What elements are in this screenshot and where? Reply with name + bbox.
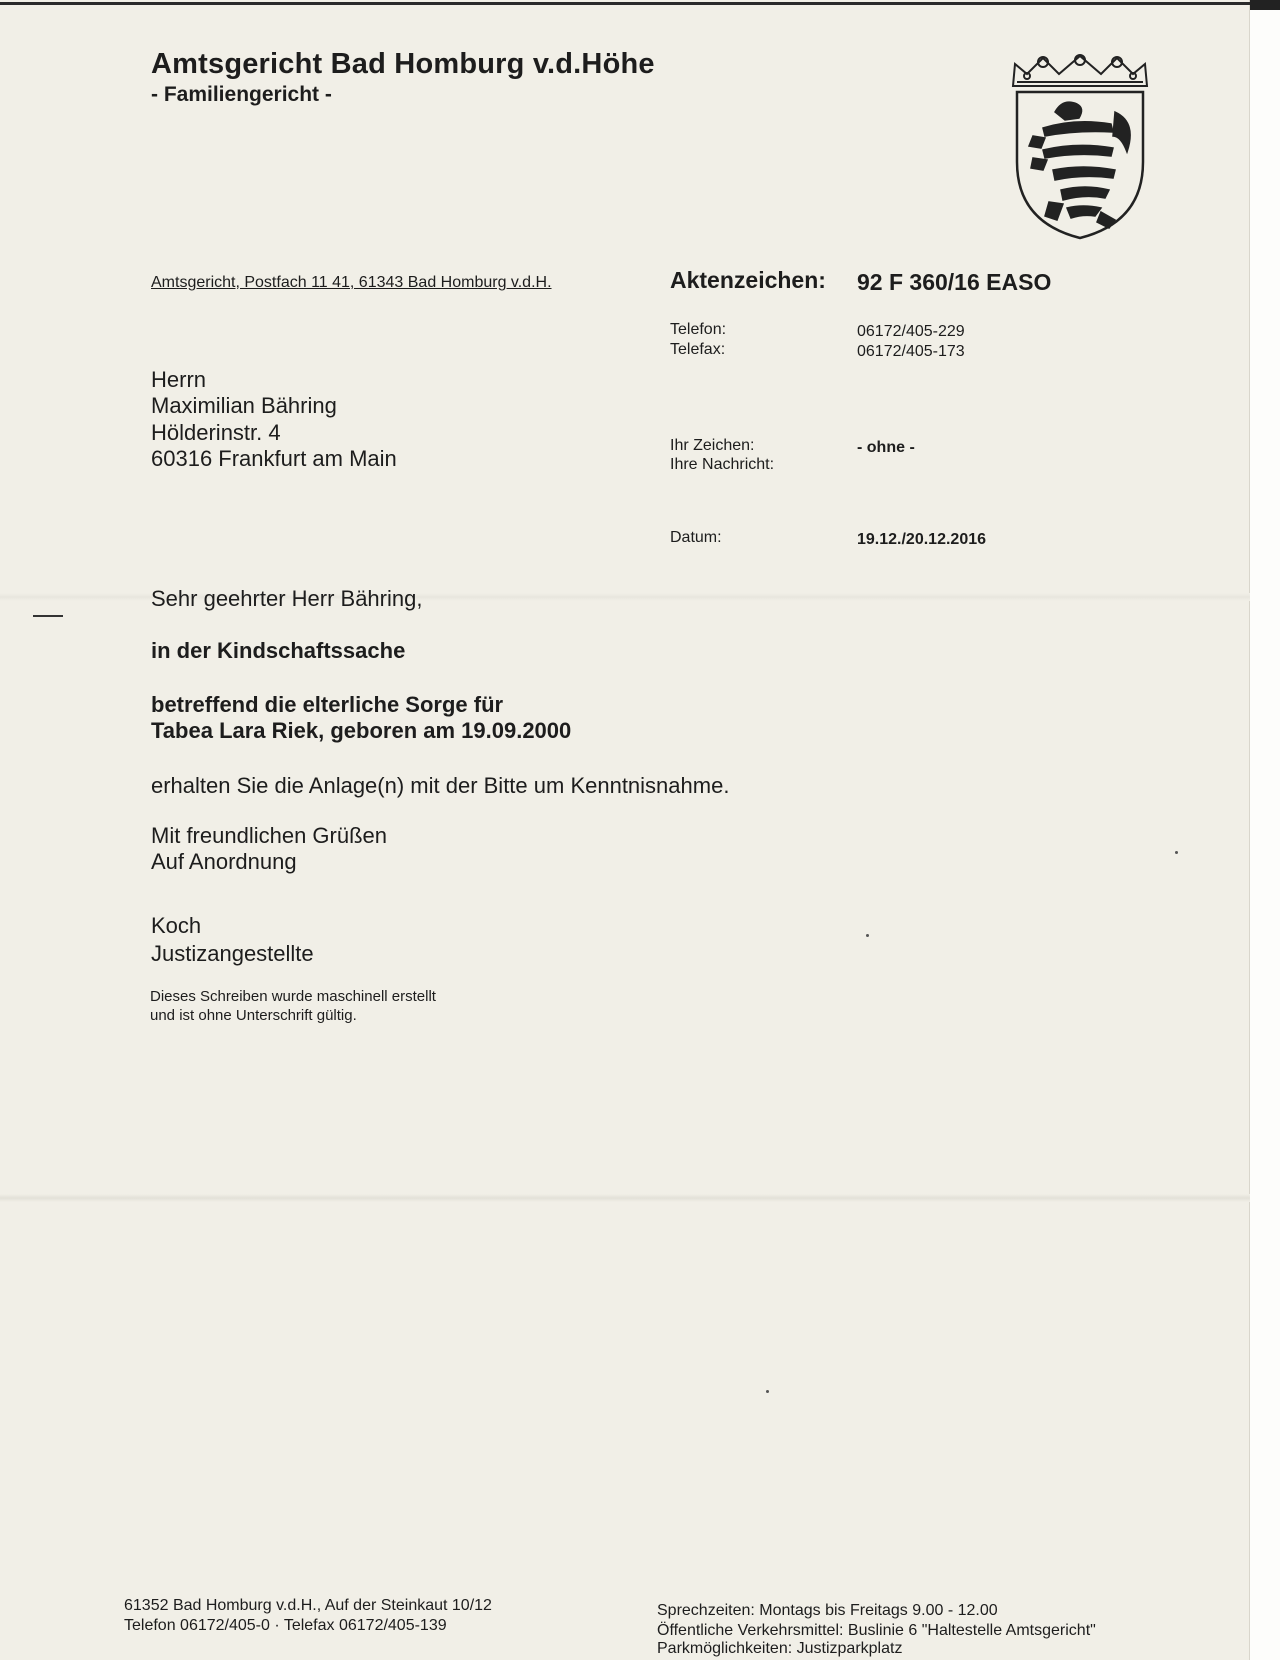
footer-hours: Sprechzeiten: Montags bis Freitags 9.00 - 12.00: [657, 1602, 998, 1619]
paper-fold-lower: [0, 1194, 1250, 1202]
aktenzeichen-value: 92 F 360/16 EASO: [857, 269, 1052, 295]
letter-greeting: Sehr geehrter Herr Bähring,: [151, 586, 423, 611]
ihr-zeichen-value: - ohne -: [857, 439, 915, 456]
letter-subject-line-2: Tabea Lara Riek, geboren am 19.09.2000: [151, 718, 572, 743]
scan-margin: [1250, 0, 1280, 1660]
letter-matter: in der Kindschaftssache: [151, 638, 406, 663]
return-address: Amtsgericht, Postfach 11 41, 61343 Bad Homburg v.d.H.: [151, 274, 552, 291]
letter-closing-2: Auf Anordnung: [151, 849, 297, 874]
footer-transit: Öffentliche Verkehrsmittel: Buslinie 6 "Haltestelle Amtsgericht": [657, 1622, 1096, 1639]
letter-subject-line-1: betreffend die elterliche Sorge für: [151, 692, 504, 717]
court-division: - Familiengericht -: [151, 83, 332, 106]
recipient-street: Hölderinstr. 4: [151, 420, 281, 445]
fold-mark: [33, 615, 63, 617]
recipient-salutation: Herrn: [151, 367, 207, 392]
datum-label: Datum:: [670, 529, 722, 546]
court-name: Amtsgericht Bad Homburg v.d.Höhe: [151, 48, 655, 80]
letter-closing-1: Mit freundlichen Grüßen: [151, 823, 387, 848]
machine-note-line-2: und ist ohne Unterschrift gültig.: [150, 1007, 357, 1024]
recipient-name: Maximilian Bähring: [151, 393, 337, 418]
footer-address: 61352 Bad Homburg v.d.H., Auf der Steinkaut 10/12: [124, 1597, 492, 1614]
scan-corner: [1250, 0, 1280, 10]
footer-parking: Parkmöglichkeiten: Justizparkplatz: [657, 1640, 903, 1657]
letter-body: erhalten Sie die Anlage(n) mit der Bitte um Kenntnisnahme.: [151, 773, 730, 798]
scan-speck: [766, 1390, 769, 1393]
telefax-value: 06172/405-173: [857, 343, 965, 360]
telefon-value: 06172/405-229: [857, 323, 965, 340]
ihr-zeichen-label: Ihr Zeichen:: [670, 437, 755, 454]
telefax-label: Telefax:: [670, 341, 726, 358]
recipient-city: 60316 Frankfurt am Main: [151, 446, 397, 471]
telefon-label: Telefon:: [670, 321, 727, 338]
footer-phones: Telefon 06172/405-0 · Telefax 06172/405-139: [124, 1617, 447, 1634]
machine-note-line-1: Dieses Schreiben wurde maschinell erstellt: [150, 988, 436, 1005]
scan-speck: [1175, 851, 1178, 854]
ihre-nachricht-label: Ihre Nachricht:: [670, 456, 775, 473]
signer-name: Koch: [151, 913, 202, 938]
datum-value: 19.12./20.12.2016: [857, 531, 987, 548]
aktenzeichen-label: Aktenzeichen:: [670, 267, 826, 293]
scan-top-edge: [0, 2, 1280, 5]
signer-title: Justizangestellte: [151, 941, 314, 966]
hessen-coat-of-arms-icon: [1005, 52, 1155, 242]
scan-speck: [866, 934, 869, 937]
